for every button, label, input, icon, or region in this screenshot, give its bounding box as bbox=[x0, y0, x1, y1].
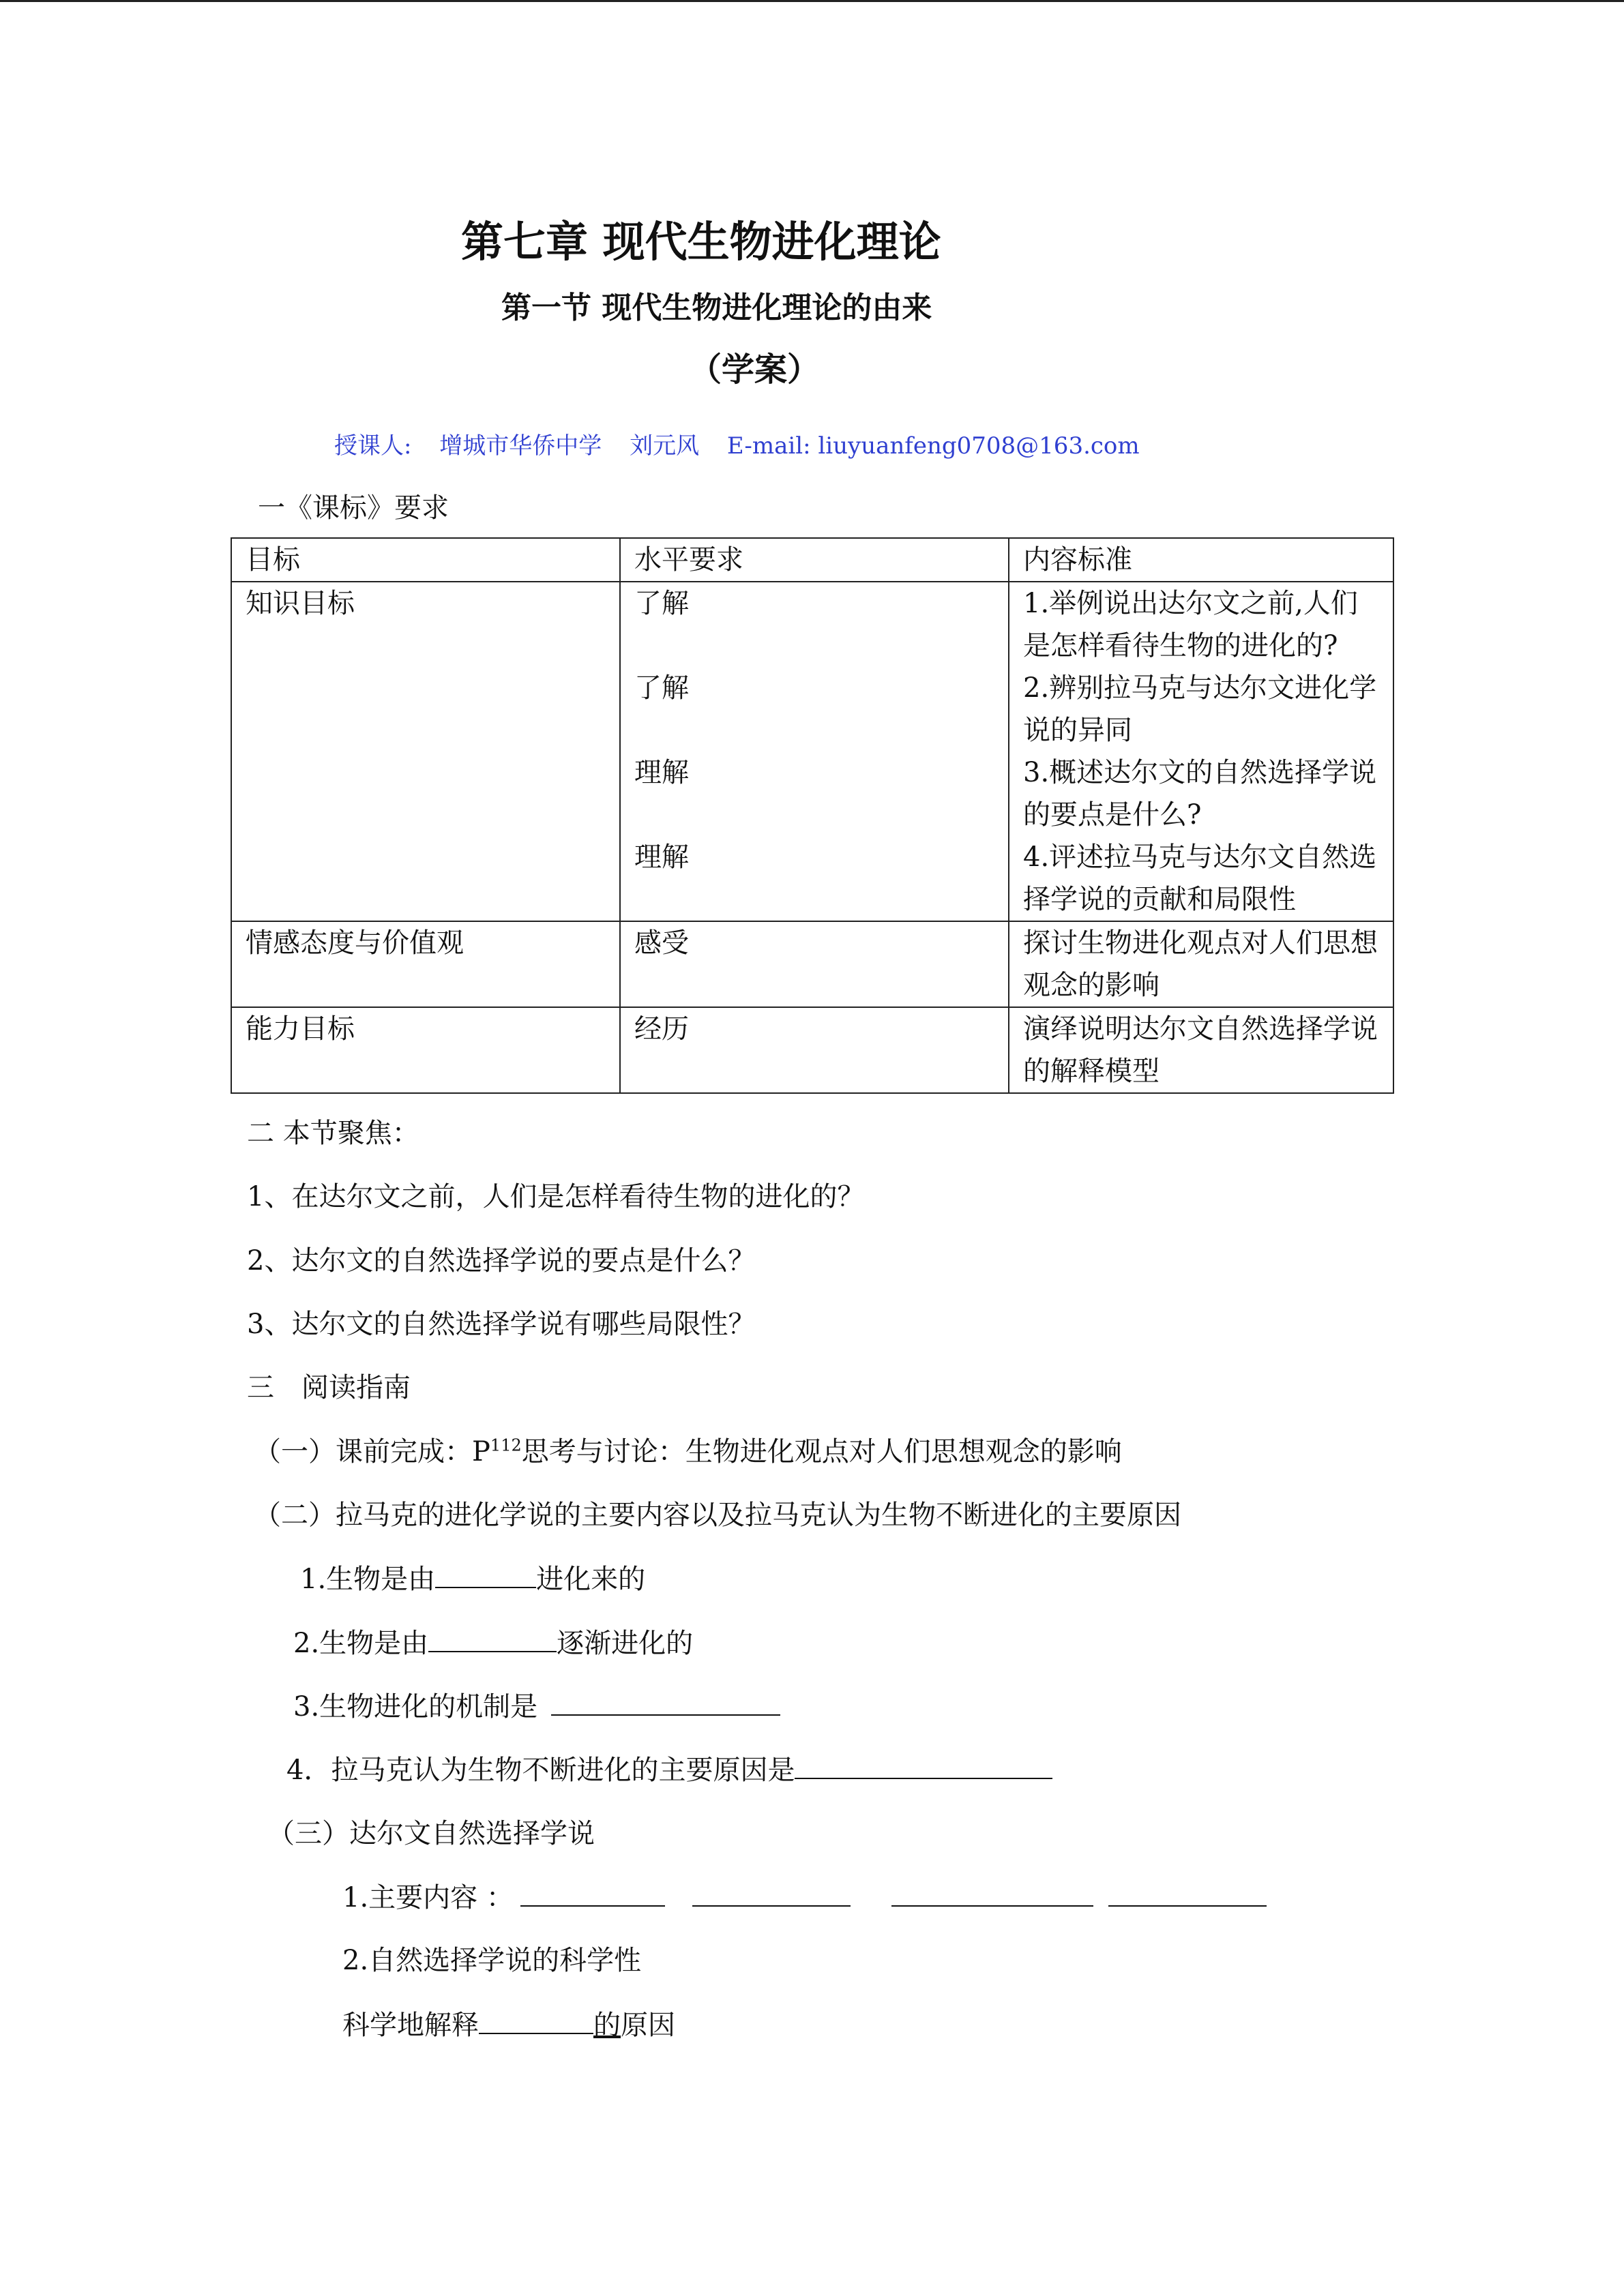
darwin-item-2: 2.自然选择学说的科学性 bbox=[342, 1945, 642, 1976]
page-number: 112 bbox=[490, 1435, 522, 1455]
teacher-name: 刘元风 bbox=[630, 432, 700, 460]
fill-blank[interactable] bbox=[692, 1875, 851, 1907]
fill-blank[interactable] bbox=[435, 1557, 536, 1588]
fill-blank[interactable] bbox=[795, 1748, 1052, 1779]
pre-class-task bbox=[254, 1430, 1122, 1469]
pre-class-suffix: 思考与讨论：生物进化观点对人们思想观念的影响 bbox=[521, 1436, 1122, 1467]
darwin-item-1 bbox=[342, 1875, 1267, 1915]
standard-item: 1.举例说出达尔文之前,人们是怎样看待生物的进化的? bbox=[1023, 588, 1358, 661]
table-row bbox=[231, 921, 1393, 1007]
section3-heading: 三 阅读指南 bbox=[247, 1372, 411, 1403]
lamarck-item-4 bbox=[286, 1748, 1052, 1787]
table-header-row bbox=[231, 538, 1393, 582]
doc-type-tag: （学案） bbox=[689, 351, 821, 389]
chapter-title: 第七章 现代生物进化理论 bbox=[461, 217, 941, 267]
fill-blank[interactable] bbox=[520, 1875, 665, 1907]
email: E-mail: liuyuanfeng0708@163.com bbox=[726, 432, 1140, 460]
item-text: 2.生物是由 bbox=[293, 1628, 429, 1659]
standard-cell: 探讨生物进化观点对人们思想观念的影响 bbox=[1009, 921, 1393, 1007]
author-line bbox=[334, 427, 1160, 460]
item-text: 1.主要内容 ： bbox=[342, 1882, 514, 1913]
lamarck-item-3 bbox=[293, 1684, 780, 1724]
level-value: 了解 bbox=[634, 672, 689, 704]
school-name: 增城市华侨中学 bbox=[439, 432, 602, 460]
table-header-cell: 目标 bbox=[231, 538, 620, 582]
table-header-cell: 水平要求 bbox=[620, 538, 1009, 582]
item-text: 原因 bbox=[621, 2010, 675, 2041]
level-cell bbox=[620, 582, 1009, 921]
goal-cell: 知识目标 bbox=[231, 582, 620, 921]
standard-cell bbox=[1009, 582, 1393, 921]
fill-blank[interactable] bbox=[428, 1621, 557, 1652]
item-text: 3.生物进化的机制是 bbox=[293, 1691, 538, 1723]
focus-item: 3、达尔文的自然选择学说有哪些局限性？ bbox=[247, 1309, 756, 1340]
pre-class-prefix: （一）课前完成：P bbox=[254, 1436, 490, 1467]
item-text: 4．拉马克认为生物不断进化的主要原因是 bbox=[286, 1755, 795, 1786]
section1-heading: 一《课标》要求 bbox=[258, 492, 449, 524]
section-title: 第一节 现代生物进化理论的由来 bbox=[501, 290, 932, 325]
fill-blank[interactable] bbox=[479, 2003, 593, 2034]
standard-item: 2.辨别拉马克与达尔文进化学说的异同 bbox=[1023, 672, 1377, 746]
darwin-item-3 bbox=[342, 2003, 675, 2042]
goal-cell: 情感态度与价值观 bbox=[231, 921, 620, 1007]
standard-cell: 演绎说明达尔文自然选择学说的解释模型 bbox=[1009, 1007, 1393, 1093]
curriculum-table bbox=[231, 537, 1394, 1094]
level-cell: 感受 bbox=[620, 921, 1009, 1007]
item-text: 逐渐进化的 bbox=[557, 1628, 694, 1659]
item-text: 进化来的 bbox=[536, 1564, 646, 1595]
level-value: 理解 bbox=[634, 841, 689, 873]
lamarck-item-2 bbox=[293, 1621, 693, 1660]
top-border bbox=[0, 0, 1624, 2]
table-header-cell: 内容标准 bbox=[1009, 538, 1393, 582]
author-label: 授课人: bbox=[334, 432, 412, 460]
item-text: 1.生物是由 bbox=[300, 1564, 436, 1595]
level-value: 了解 bbox=[634, 588, 689, 619]
focus-item: 1、在达尔文之前，人们是怎样看待生物的进化的？ bbox=[247, 1181, 865, 1212]
goal-cell: 能力目标 bbox=[231, 1007, 620, 1093]
fill-blank[interactable] bbox=[1108, 1875, 1267, 1907]
standard-item: 4.评述拉马克与达尔文自然选择学说的贡献和局限性 bbox=[1023, 841, 1377, 915]
standard-item: 3.概述达尔文的自然选择学说的要点是什么? bbox=[1023, 757, 1377, 831]
item-text: 科学地解释 bbox=[342, 2010, 479, 2041]
item-text: 的 bbox=[593, 2010, 621, 2041]
fill-blank[interactable] bbox=[551, 1684, 780, 1716]
focus-item: 2、达尔文的自然选择学说的要点是什么？ bbox=[247, 1245, 756, 1277]
table-row bbox=[231, 1007, 1393, 1093]
table-row bbox=[231, 582, 1393, 921]
level-cell: 经历 bbox=[620, 1007, 1009, 1093]
lamarck-heading: （二）拉马克的进化学说的主要内容以及拉马克认为生物不断进化的主要原因 bbox=[254, 1500, 1181, 1531]
level-value: 理解 bbox=[634, 757, 689, 788]
lamarck-item-1 bbox=[300, 1557, 645, 1596]
fill-blank[interactable] bbox=[891, 1875, 1093, 1907]
darwin-heading: （三）达尔文自然选择学说 bbox=[267, 1818, 595, 1849]
section2-heading: 二 本节聚焦： bbox=[247, 1118, 419, 1149]
